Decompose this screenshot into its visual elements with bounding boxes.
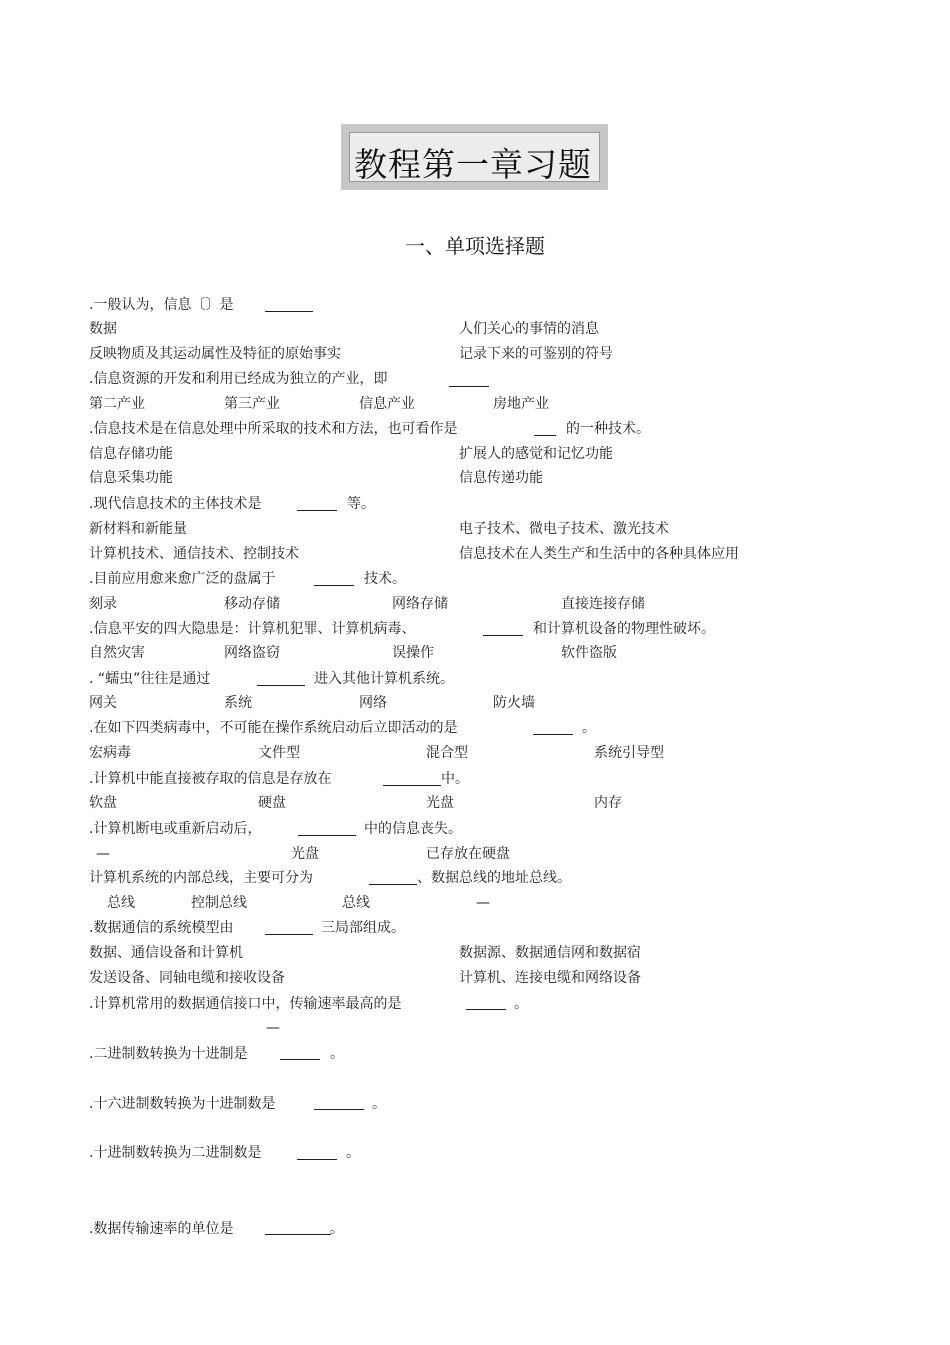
question-16-blank <box>297 1159 337 1160</box>
question-12-blank <box>265 934 313 935</box>
question-8-option-a: 宏病毒 <box>89 745 131 761</box>
question-8-stem: .在如下四类病毒中，不可能在操作系统启动后立即活动的是 <box>89 720 458 736</box>
question-15-blank <box>314 1109 364 1110</box>
question-3-option-b: 扩展人的感觉和记忆功能 <box>459 446 613 462</box>
question-6-tail: 和计算机设备的物理性破坏。 <box>533 621 715 637</box>
question-2-option-c: 信息产业 <box>359 396 415 412</box>
question-5-tail: 技术。 <box>364 571 406 587</box>
question-9-blank <box>383 785 441 786</box>
question-12-stem: .数据通信的系统模型由 <box>89 920 234 936</box>
question-11-option-b: 控制总线 <box>191 895 247 911</box>
question-5-stem: .目前应用愈来愈广泛的盘属于 <box>89 571 276 587</box>
question-1-option-d: 记录下来的可鉴别的符号 <box>459 346 613 362</box>
title-box <box>341 124 608 190</box>
question-7-option-b: 系统 <box>224 695 252 711</box>
question-1-option-c: 反映物质及其运动属性及特征的原始事实 <box>89 346 341 362</box>
question-11-option-c: 总线 <box>342 895 370 911</box>
question-11-blank <box>369 884 417 885</box>
question-11-stem: 计算机系统的内部总线，主要可分为 <box>89 870 313 886</box>
question-8-blank <box>533 734 573 735</box>
question-5-option-c: 网络存储 <box>392 596 448 612</box>
question-5-option-a: 刻录 <box>89 596 117 612</box>
question-4-stem: .现代信息技术的主体技术是 <box>89 496 262 512</box>
question-14-tail: 。 <box>330 1046 344 1062</box>
question-17-blank <box>265 1234 331 1235</box>
question-5-blank <box>314 585 354 586</box>
question-16-tail: 。 <box>346 1145 360 1161</box>
question-13-tail: 。 <box>514 996 528 1012</box>
question-9-option-c: 光盘 <box>426 795 454 811</box>
question-5-option-b: 移动存储 <box>224 596 280 612</box>
question-1-stem: .一般认为，信息〔〕是 <box>89 297 234 313</box>
question-3-option-d: 信息传递功能 <box>459 470 543 486</box>
question-11-tail: 、数据总线的地址总线。 <box>417 870 571 886</box>
question-12-tail: 三局部组成。 <box>321 920 405 936</box>
question-7-option-d: 防火墙 <box>493 695 535 711</box>
question-5-option-d: 直接连接存储 <box>561 596 645 612</box>
question-10-option-c: 已存放在硬盘 <box>426 846 510 862</box>
question-7-tail: 进入其他计算机系统。 <box>314 671 454 687</box>
question-9-option-a: 软盘 <box>89 795 117 811</box>
question-1-option-b: 人们关心的事情的消息 <box>459 321 599 337</box>
question-4-option-a: 新材料和新能量 <box>89 521 187 537</box>
question-13-option-a: — <box>266 1020 280 1036</box>
question-11-option-a: 总线 <box>107 895 135 911</box>
question-12-option-b: 数据源、数据通信网和数据宿 <box>459 945 641 961</box>
question-10-stem: .计算机断电或重新启动后， <box>89 821 262 837</box>
question-6-option-a: 自然灾害 <box>89 645 145 661</box>
question-6-option-c: 误操作 <box>392 645 434 661</box>
question-8-option-d: 系统引导型 <box>594 745 664 761</box>
question-10-tail: 中的信息丧失。 <box>364 821 462 837</box>
question-2-option-a: 第二产业 <box>89 396 145 412</box>
question-7-option-c: 网络 <box>359 695 387 711</box>
question-6-stem: .信息平安的四大隐患是：计算机犯罪、计算机病毒、 <box>89 621 416 637</box>
section-heading: 一、单项选择题 <box>405 234 545 258</box>
title-frame <box>349 132 600 182</box>
question-1-option-a: 数据 <box>89 321 117 337</box>
question-3-option-a: 信息存储功能 <box>89 446 173 462</box>
question-7-stem: . “蠕虫”往往是通过 <box>89 671 211 687</box>
question-10-option-a: — <box>96 846 110 862</box>
question-4-option-b: 电子技术、微电子技术、激光技术 <box>459 521 669 537</box>
question-9-option-b: 硬盘 <box>258 795 286 811</box>
question-3-tail: 的一种技术。 <box>566 421 650 437</box>
question-14-blank <box>280 1059 320 1060</box>
question-13-blank <box>466 1009 506 1010</box>
question-15-stem: .十六进制数转换为十进制数是 <box>89 1096 276 1112</box>
question-1-blank <box>265 311 313 312</box>
question-2-option-d: 房地产业 <box>493 396 549 412</box>
question-17-tail: 。 <box>330 1221 344 1237</box>
question-8-option-b: 文件型 <box>258 745 300 761</box>
question-6-option-d: 软件盗版 <box>561 645 617 661</box>
question-8-option-c: 混合型 <box>426 745 468 761</box>
question-4-option-d: 信息技术在人类生产和生活中的各种具体应用 <box>459 546 739 562</box>
question-11-option-d: — <box>476 895 490 911</box>
question-16-stem: .十进制数转换为二进制数是 <box>89 1145 262 1161</box>
question-15-tail: 。 <box>372 1096 386 1112</box>
question-3-option-c: 信息采集功能 <box>89 470 173 486</box>
question-7-blank <box>257 685 305 686</box>
question-3-blank <box>534 435 556 436</box>
question-17-stem: .数据传输速率的单位是 <box>89 1221 234 1237</box>
question-12-option-d: 计算机、连接电缆和网络设备 <box>459 970 641 986</box>
question-4-blank <box>297 510 337 511</box>
question-13-stem: .计算机常用的数据通信接口中，传输速率最高的是 <box>89 996 402 1012</box>
question-8-tail: 。 <box>582 720 596 736</box>
question-10-option-b: 光盘 <box>291 846 319 862</box>
question-4-tail: 等。 <box>347 496 375 512</box>
question-6-blank <box>483 635 523 636</box>
question-14-stem: .二进制数转换为十进制是 <box>89 1046 248 1062</box>
question-2-stem: .信息资源的开发和利用已经成为独立的产业，即 <box>89 371 388 387</box>
question-9-stem: .计算机中能直接被存取的信息是存放在 <box>89 771 332 787</box>
question-4-option-c: 计算机技术、通信技术、控制技术 <box>89 546 299 562</box>
page-title: 教程第一章习题 <box>354 145 592 184</box>
question-7-option-a: 网关 <box>89 695 117 711</box>
question-12-option-c: 发送设备、同轴电缆和接收设备 <box>89 970 285 986</box>
question-2-blank <box>449 386 489 387</box>
question-10-blank <box>298 835 356 836</box>
question-3-stem: .信息技术是在信息处理中所采取的技术和方法，也可看作是 <box>89 421 458 437</box>
question-6-option-b: 网络盗窃 <box>224 645 280 661</box>
question-2-option-b: 第三产业 <box>224 396 280 412</box>
question-9-option-d: 内存 <box>594 795 622 811</box>
question-9-tail: 中。 <box>441 771 469 787</box>
question-12-option-a: 数据、通信设备和计算机 <box>89 945 243 961</box>
